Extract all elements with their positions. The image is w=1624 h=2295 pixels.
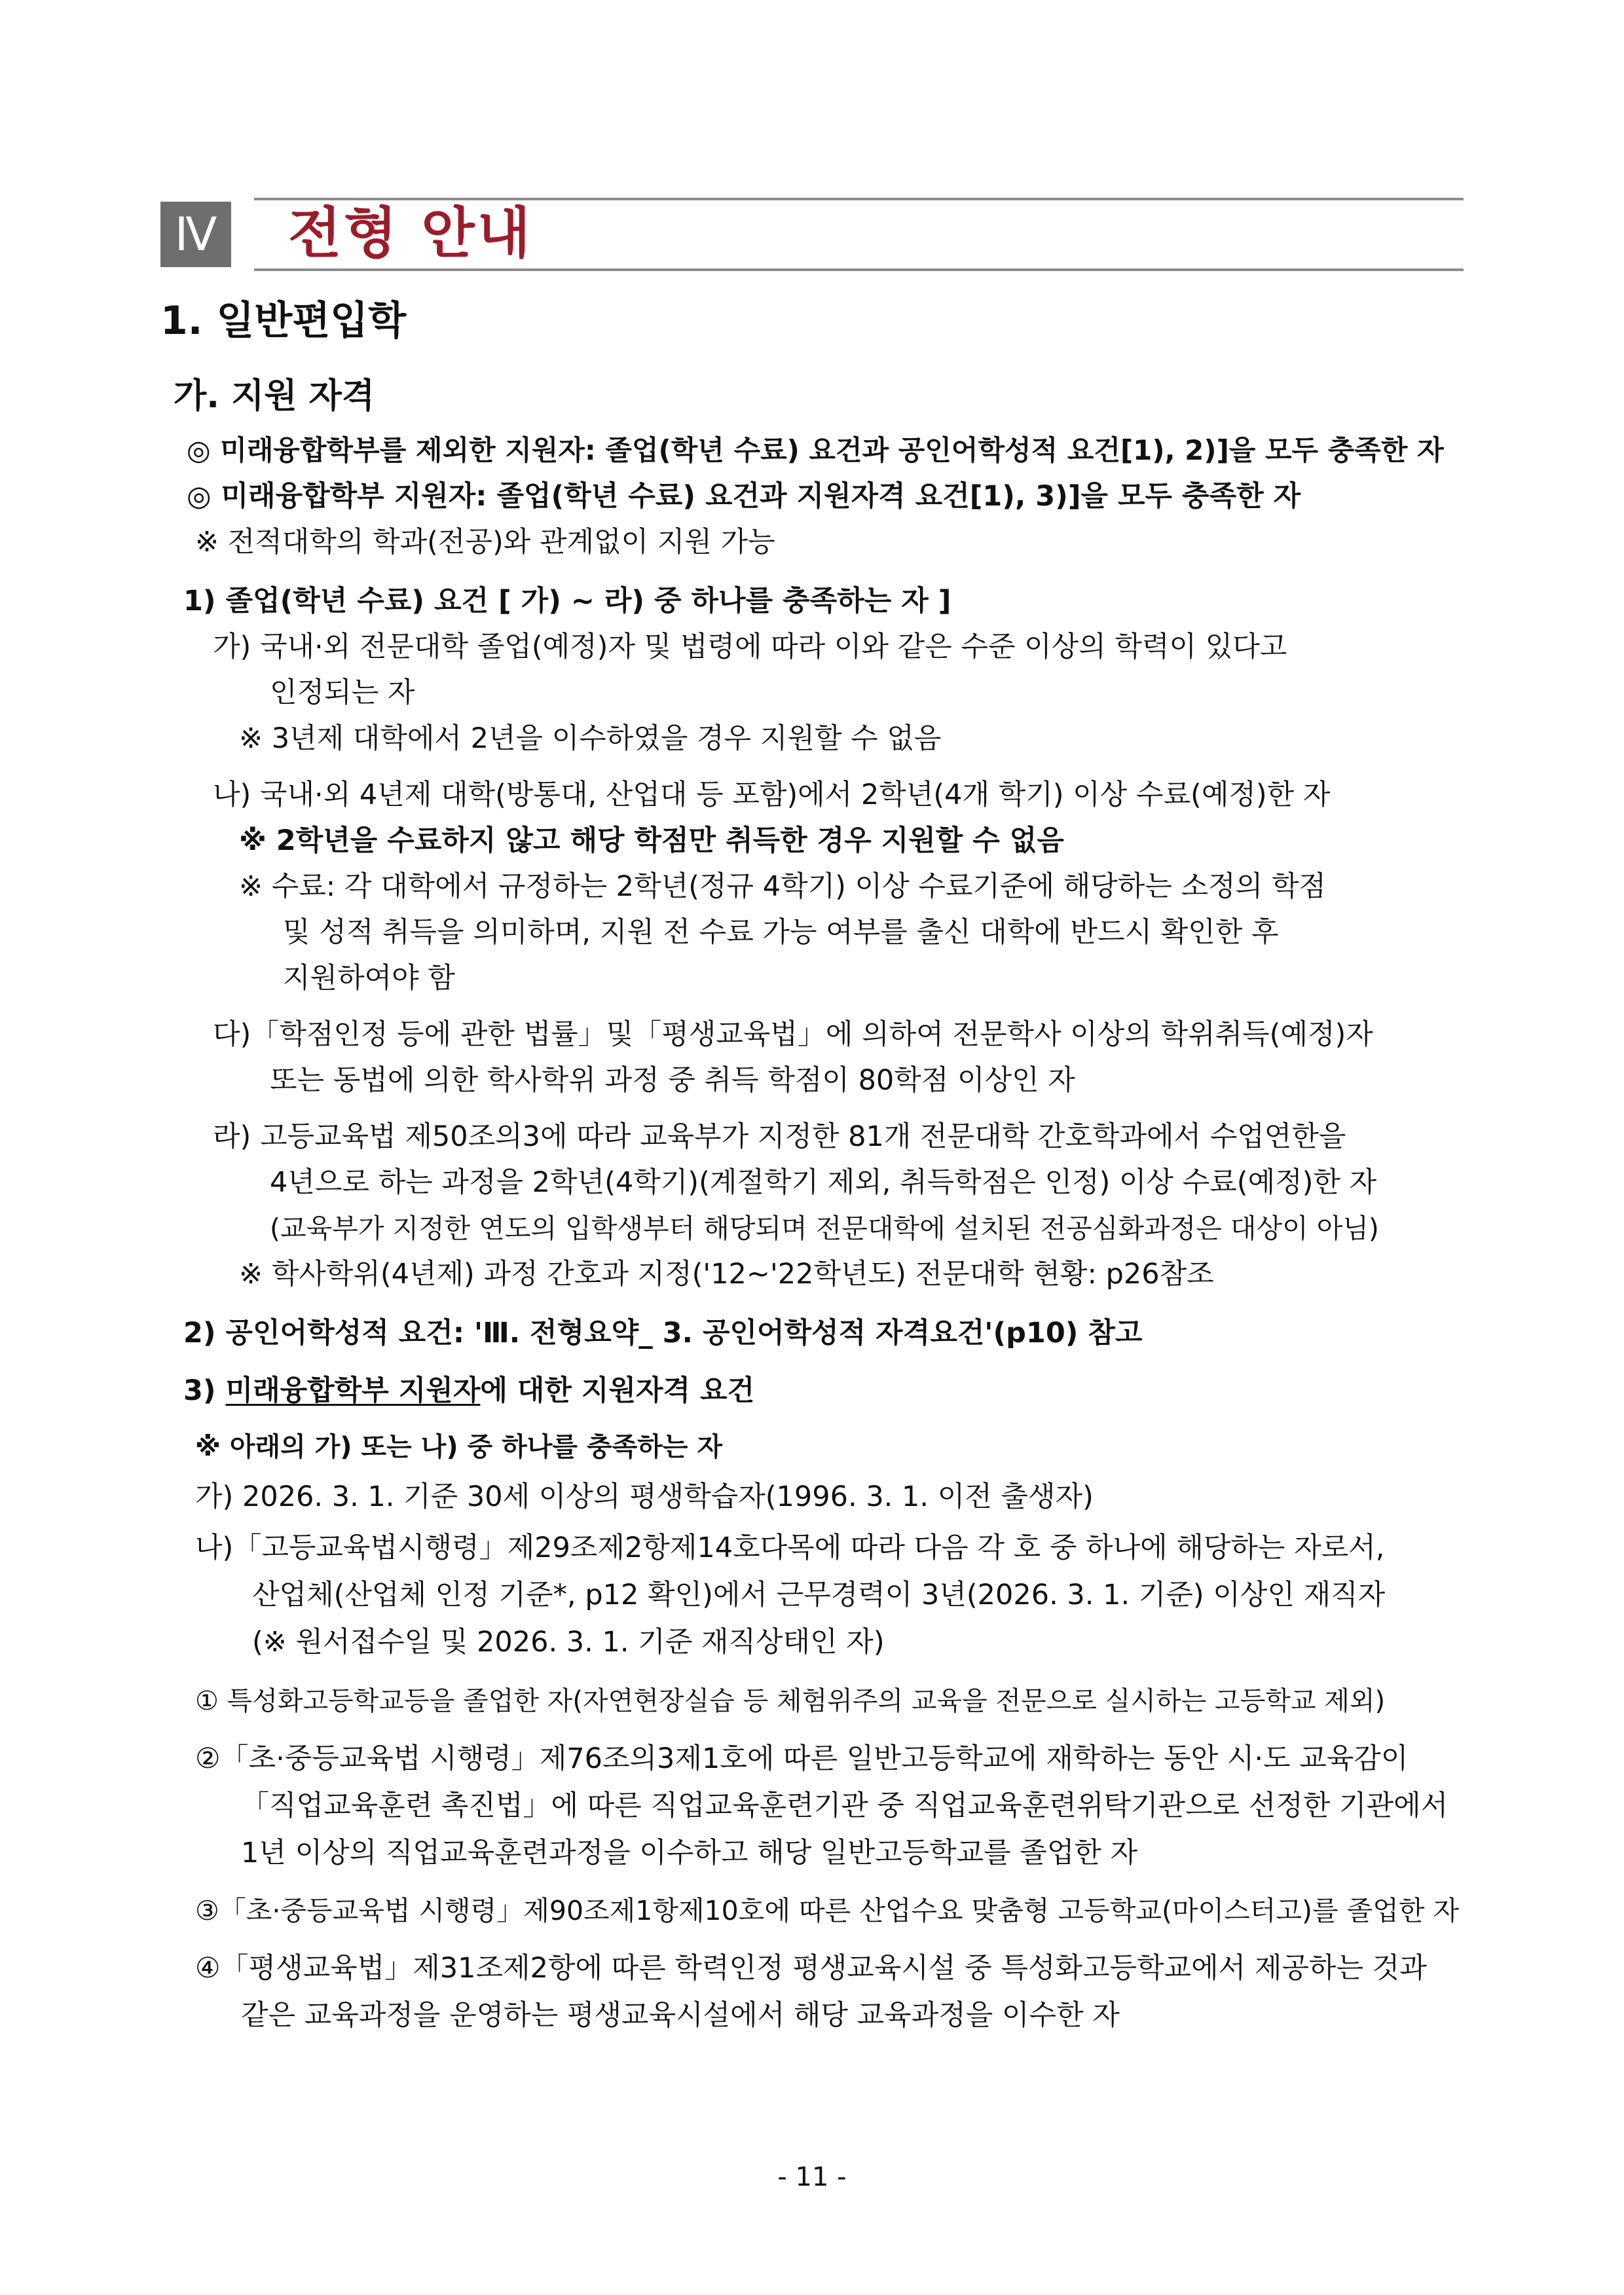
- criterion-2-line-3: 1년 이상의 직업교육훈련과정을 이수하고 해당 일반고등학교를 졸업한 자: [241, 1837, 1138, 1869]
- item-3-na-line-2: 산업체(산업체 인정 기준*, p12 확인)에서 근무경력이 3년(2026. 3. 1. 기준) 이상인 재직자: [252, 1579, 1386, 1611]
- section-title: 1. 일반편입학: [160, 298, 407, 344]
- item-1-ga-line-1: 가) 국내·외 전문대학 졸업(예정)자 및 법령에 따라 이와 같은 수준 이상의 학력이 있다고: [213, 631, 1287, 663]
- item-3-ga: 가) 2026. 3. 1. 기준 30세 이상의 평생학습자(1996. 3. 1. 이전 출생자): [195, 1480, 1094, 1513]
- criterion-2-line-2: 「직업교육훈련 촉진법」에 따른 직업교육훈련기관 중 직업교육훈련위탁기관으로 선정한 기관에서: [241, 1790, 1449, 1822]
- item-3-prefix: 3): [183, 1374, 226, 1407]
- item-3-na-line-3: (※ 원서접수일 및 2026. 3. 1. 기준 재직상태인 자): [252, 1626, 885, 1659]
- item-1-da-line-1: 다)「학점인정 등에 관한 법률」및「평생교육법」에 의하여 전문학사 이상의 학위취득(예정)자: [213, 1018, 1373, 1051]
- item-1-na-note-1: ※ 2학년을 수료하지 않고 해당 학점만 취득한 경우 지원할 수 없음: [239, 824, 1064, 857]
- header-bottom-rule: [254, 268, 1464, 271]
- item-1-ga-line-2: 인정되는 자: [270, 676, 415, 709]
- item-1-ra-line-2: 4년으로 하는 과정을 2학년(4학기)(계절학기 제외, 취득학점은 인정) 이상 수료(예정)한 자: [270, 1166, 1377, 1199]
- page-number: - 11 -: [777, 2162, 847, 2192]
- item-1-ga-note: ※ 3년제 대학에서 2년을 이수하였을 경우 지원할 수 없음: [239, 722, 942, 755]
- item-1-ra-line-3: (교육부가 지정한 연도의 입학생부터 해당되며 전문대학에 설치된 전공심화과정은 대상이 아님): [270, 1213, 1379, 1244]
- criterion-4-line-1: ④「평생교육법」제31조제2항에 따른 학력인정 평생교육시설 중 특성화고등학교에서 제공하는 것과: [195, 1952, 1427, 1985]
- item-3-underlined: 미래융합학부 지원자: [225, 1374, 481, 1407]
- item-1-na-note-2-line-2: 및 성적 취득을 의미하며, 지원 전 수료 가능 여부를 출신 대학에 반드시 확인한 후: [283, 916, 1279, 949]
- chapter-number-box: Ⅳ: [160, 202, 231, 267]
- item-3-title: [183, 1371, 754, 1410]
- eligibility-note: ※ 전적대학의 학과(전공)와 관계없이 지원 가능: [195, 526, 775, 559]
- criterion-1: ① 특성화고등학교등을 졸업한 자(자연현장실습 등 체험위주의 교육을 전문으로 실시하는 고등학교 제외): [195, 1686, 1386, 1716]
- item-1-ra-line-1: 라) 고등교육법 제50조의3에 따라 교육부가 지정한 81개 전문대학 간호학과에서 수업연한을: [213, 1120, 1346, 1153]
- chapter-header: [160, 195, 1464, 274]
- item-1-ra-note: ※ 학사학위(4년제) 과정 간호과 지정('12~'22학년도) 전문대학 현황: p26참조: [239, 1258, 1214, 1291]
- item-3-suffix: 에 대한 지원자격 요건: [480, 1374, 755, 1407]
- criterion-4-line-2: 같은 교육과정을 운영하는 평생교육시설에서 해당 교육과정을 이수한 자: [241, 1999, 1120, 2032]
- item-1-na-note-2-line-1: ※ 수료: 각 대학에서 규정하는 2학년(정규 4학기) 이상 수료기준에 해당하는 소정의 학점: [239, 870, 1326, 903]
- subsection-title: 가. 지원 자격: [174, 376, 375, 416]
- item-2-title: 2) 공인어학성적 요건: 'Ⅲ. 전형요약_ 3. 공인어학성적 자격요건'(p10) 참고: [183, 1317, 1143, 1349]
- chapter-title: 전형 안내: [288, 201, 533, 265]
- requirement-line-1: ◎ 미래융합학부를 제외한 지원자: 졸업(학년 수료) 요건과 공인어학성적 요건[1), 2)]을 모두 충족한 자: [187, 434, 1444, 466]
- requirement-line-2: ◎ 미래융합학부 지원자: 졸업(학년 수료) 요건과 지원자격 요건[1), 3)]을 모두 충족한 자: [187, 480, 1301, 513]
- item-3-na-line-1: 나)「고등교육법시행령」제29조제2항제14호다목에 따라 다음 각 호 중 하나에 해당하는 자로서,: [195, 1532, 1385, 1564]
- item-1-na-note-2-line-3: 지원하여야 함: [283, 962, 455, 995]
- item-3-note: ※ 아래의 가) 또는 나) 중 하나를 충족하는 자: [195, 1432, 723, 1462]
- item-1-title: 1) 졸업(학년 수료) 요건 [ 가) ~ 라) 중 하나를 충족하는 자 ]: [183, 585, 951, 617]
- item-1-da-line-2: 또는 동법에 의한 학사학위 과정 중 취득 학점이 80학점 이상인 자: [270, 1064, 1075, 1097]
- item-1-na-line: 나) 국내·외 4년제 대학(방통대, 산업대 등 포함)에서 2학년(4개 학기) 이상 수료(예정)한 자: [213, 779, 1331, 811]
- criterion-3: ③「초·중등교육법 시행령」제90조제1항제10호에 따른 산업수요 맞춤형 고등학교(마이스터고)를 졸업한 자: [195, 1895, 1460, 1926]
- criterion-2-line-1: ②「초·중등교육법 시행령」제76조의3제1호에 따른 일반고등학교에 재학하는 동안 시·도 교육감이: [195, 1742, 1409, 1775]
